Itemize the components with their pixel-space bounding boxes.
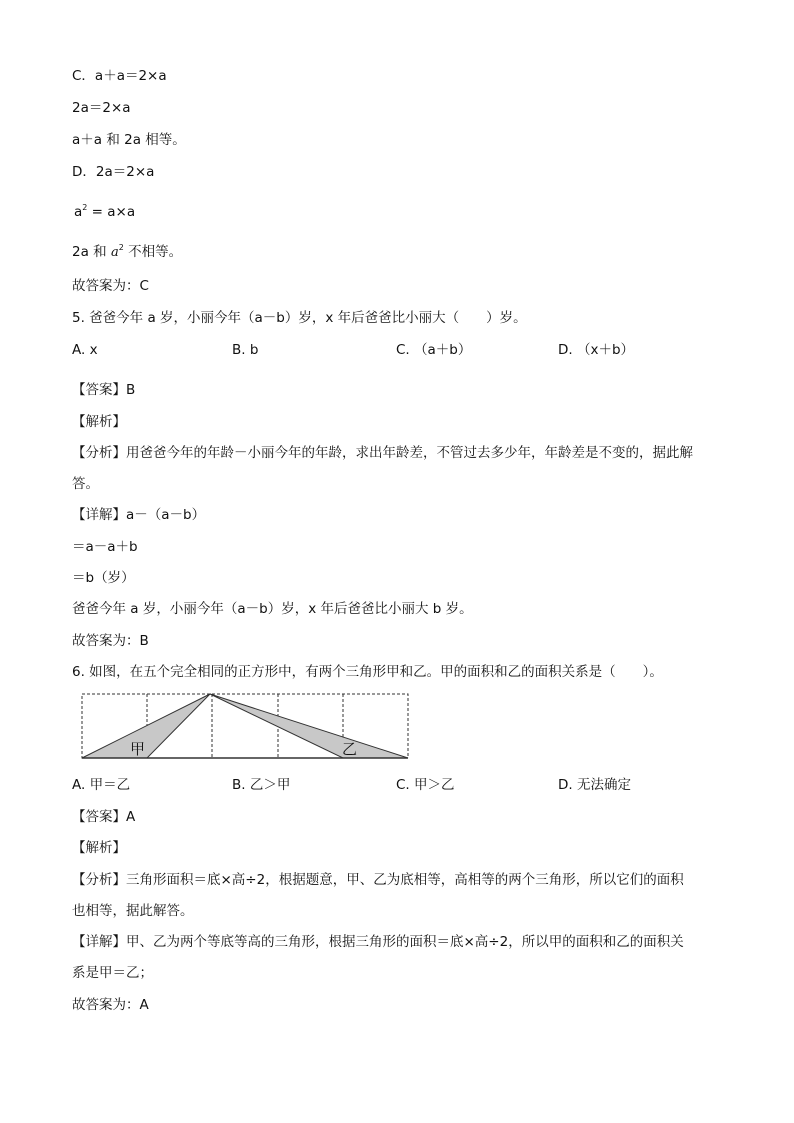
detail-text: ＝b（岁） xyxy=(72,570,135,586)
text-line: D．2a＝2×a xyxy=(72,164,155,180)
analysis-text: 答。 xyxy=(72,476,99,492)
analysis-text: 【分析】用爸爸今年的年龄－小丽今年的年龄，求出年龄差，不管过去多少年，年龄差是不变的，据此解 xyxy=(72,445,693,461)
triangle-yi xyxy=(210,694,408,758)
formula-right: 不相等。 xyxy=(123,244,183,260)
answer-line: 故答案为：A xyxy=(72,997,149,1013)
detail-text: 爸爸今年 a 岁，小丽今年（a－b）岁，x 年后爸爸比小丽大 b 岁。 xyxy=(72,601,473,617)
answer-line: 故答案为：B xyxy=(72,633,149,649)
q6-option-d: D. 无法确定 xyxy=(558,777,631,793)
q6-option-c: C. 甲＞乙 xyxy=(396,777,455,793)
answer-tag: 【答案】A xyxy=(72,809,136,825)
q6-option-a: A. 甲＝乙 xyxy=(72,777,131,793)
q5-option-b: B. b xyxy=(232,342,259,358)
formula-a-squared xyxy=(74,198,135,222)
q5-option-a: A. x xyxy=(72,342,98,358)
text-line: C．a＋a＝2×a xyxy=(72,68,167,84)
formula-exponent: 2 xyxy=(118,243,124,252)
detail-text: 【详解】甲、乙为两个等底等高的三角形，根据三角形的面积＝底×高÷2，所以甲的面积和乙的面积关 xyxy=(72,934,684,950)
analysis-text: 【分析】三角形面积＝底×高÷2，根据题意，甲、乙为底相等，高相等的两个三角形，所以它们的面积 xyxy=(72,872,684,888)
detail-text: ＝a－a＋b xyxy=(72,539,138,555)
question-5: 5. 爸爸今年 a 岁，小丽今年（a－b）岁，x 年后爸爸比小丽大（ ）岁。 xyxy=(72,310,527,326)
detail-text: 【详解】a－（a－b） xyxy=(72,507,206,523)
answer-line: 故答案为：C xyxy=(72,278,149,294)
formula-base-italic: a xyxy=(110,245,119,260)
question-6: 6. 如图，在五个完全相同的正方形中，有两个三角形甲和乙。甲的面积和乙的面积关系是（ ）。 xyxy=(72,664,663,680)
text-line: 2a＝2×a xyxy=(72,100,131,116)
formula-rest: = a×a xyxy=(87,204,136,220)
formula-base: a xyxy=(74,204,83,220)
triangle-jia xyxy=(82,694,210,758)
label-yi: 乙 xyxy=(342,740,358,758)
analysis-tag: 【解析】 xyxy=(72,840,126,856)
formula-compare xyxy=(72,238,182,263)
analysis-text: 也相等，据此解答。 xyxy=(72,903,194,919)
label-jia: 甲 xyxy=(130,740,146,758)
answer-tag: 【答案】B xyxy=(72,382,136,398)
q6-option-b: B. 乙＞甲 xyxy=(232,777,291,793)
detail-text: 系是甲＝乙； xyxy=(72,965,153,981)
q5-option-c: C. （a＋b） xyxy=(396,342,472,358)
formula-exponent: 2 xyxy=(82,203,88,212)
analysis-tag: 【解析】 xyxy=(72,414,126,430)
q5-option-d: D. （x＋b） xyxy=(558,342,635,358)
formula-left: 2a 和 xyxy=(72,244,111,260)
text-line: a＋a 和 2a 相等。 xyxy=(72,132,186,148)
squares-triangles-figure xyxy=(78,690,412,762)
